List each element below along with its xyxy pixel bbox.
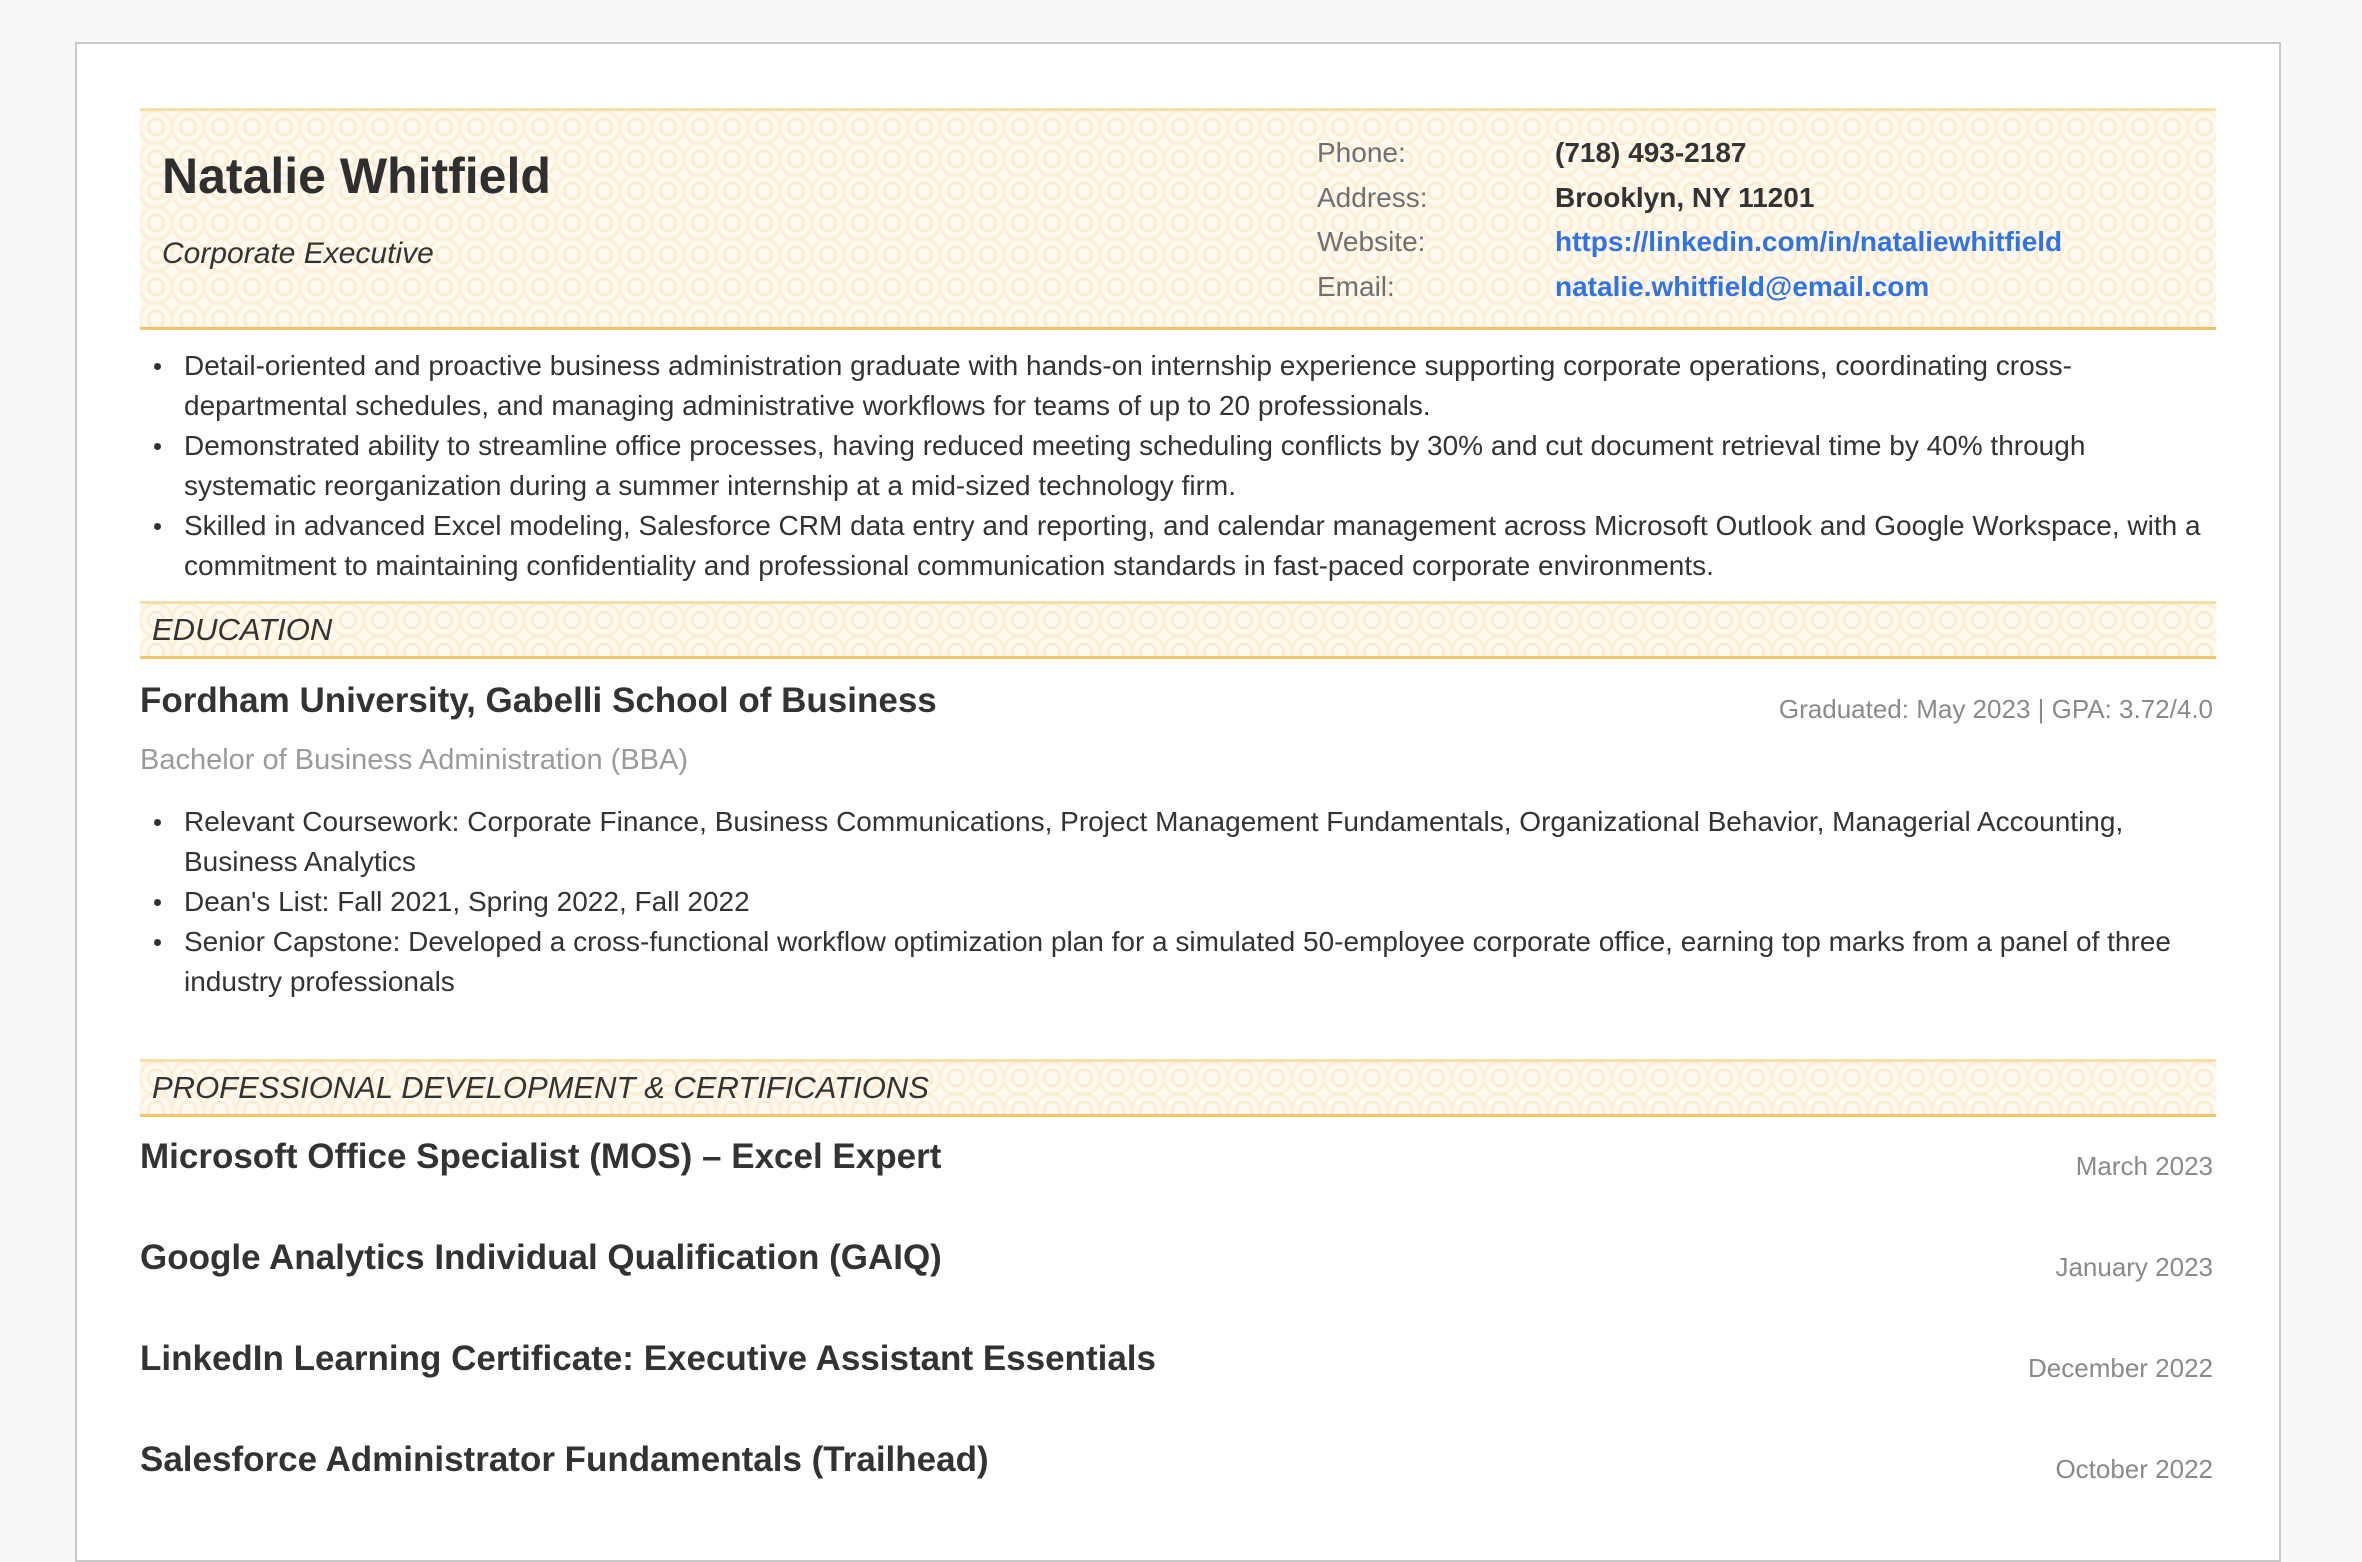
- contact-phone: [1317, 131, 2062, 176]
- education-detail-item: Relevant Coursework: Corporate Finance, Business Communications, Project Management Fundamentals, Organizational Behavior, Managerial Accounting, Business Analytics: [140, 802, 2216, 882]
- website-link[interactable]: https://linkedin.com/in/nataliewhitfield: [1555, 226, 2063, 258]
- contact-website: [1317, 220, 2062, 265]
- certification-title: Salesforce Administrator Fundamentals (Trailhead): [140, 1440, 989, 1479]
- certifications-section-header: [140, 1059, 2216, 1117]
- resume-page: [75, 42, 2281, 1562]
- candidate-name: Natalie Whitfield: [162, 148, 551, 204]
- contact-label: Address:: [1317, 181, 1428, 213]
- resume-header: [140, 108, 2216, 330]
- email-link[interactable]: natalie.whitfield@email.com: [1555, 270, 1930, 302]
- certification-title: Google Analytics Individual Qualification (GAIQ): [140, 1238, 942, 1277]
- certification-date: January 2023: [2055, 1252, 2213, 1282]
- summary-list: [140, 346, 2216, 586]
- summary-item: Skilled in advanced Excel modeling, Salesforce CRM data entry and reporting, and calendar management across Microsoft Outlook and Google Workspace, with a commitment to maintaining confidentiality and professional communication standards in fast-paced corporate environments.: [140, 506, 2216, 586]
- contact-address: [1317, 176, 2062, 221]
- candidate-title: Corporate Executive: [162, 237, 434, 270]
- degree-name: Bachelor of Business Administration (BBA): [140, 744, 689, 776]
- certification-title: LinkedIn Learning Certificate: Executive Assistant Essentials: [140, 1339, 1156, 1378]
- contact-email: [1317, 265, 2062, 310]
- certification-title: Microsoft Office Specialist (MOS) – Excel Expert: [140, 1137, 942, 1176]
- contact-info: [1317, 131, 2062, 309]
- education-section-header: [140, 601, 2216, 659]
- certification-date: October 2022: [2055, 1454, 2213, 1484]
- school-name: Fordham University, Gabelli School of Business: [140, 681, 937, 720]
- phone-value: (718) 493-2187: [1555, 137, 1747, 169]
- section-title: EDUCATION: [152, 612, 333, 647]
- education-details-list: [140, 802, 2216, 1002]
- summary-item: Demonstrated ability to streamline office processes, having reduced meeting scheduling conflicts by 30% and cut document retrieval time by 40% through systematic reorganization during a summer internship at a mid-sized technology firm.: [140, 426, 2216, 506]
- education-detail-item: Dean's List: Fall 2021, Spring 2022, Fall 2022: [140, 882, 2216, 922]
- address-value: Brooklyn, NY 11201: [1555, 181, 1815, 213]
- section-title: PROFESSIONAL DEVELOPMENT & CERTIFICATIONS: [152, 1070, 929, 1105]
- certification-date: December 2022: [2028, 1353, 2213, 1383]
- education-detail-item: Senior Capstone: Developed a cross-functional workflow optimization plan for a simulated 50-employee corporate office, earning top marks from a panel of three industry professionals: [140, 922, 2216, 1002]
- certification-date: March 2023: [2075, 1151, 2213, 1181]
- summary-item: Detail-oriented and proactive business administration graduate with hands-on internship experience supporting corporate operations, coordinating cross-departmental schedules, and managing administrative workflows for teams of up to 20 professionals.: [140, 346, 2216, 426]
- contact-label: Website:: [1317, 226, 1426, 258]
- contact-label: Email:: [1317, 270, 1395, 302]
- contact-label: Phone:: [1317, 137, 1406, 169]
- graduation-meta: Graduated: May 2023 | GPA: 3.72/4.0: [1778, 694, 2213, 724]
